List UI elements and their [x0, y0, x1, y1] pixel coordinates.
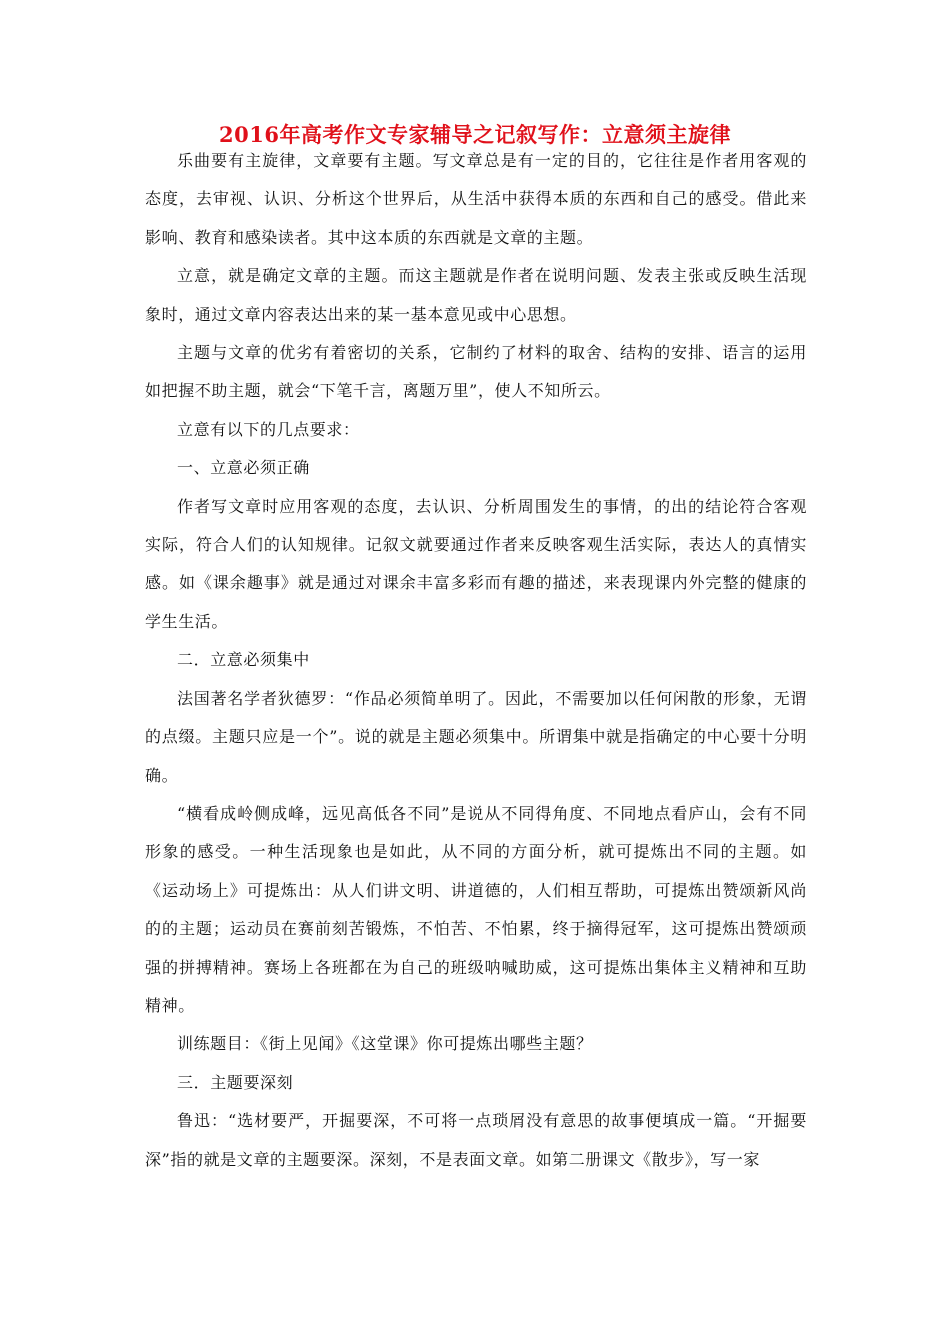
- paragraph-deep: 鲁迅：“选材要严，开掘要深，不可将一点琐屑没有意思的故事便填成一篇。“开掘要深”指的就是文章的主题要深。深刻，不是表面文章。如第二册课文《散步》，写一家: [145, 1111, 807, 1169]
- paragraph-intro: 乐曲要有主旋律，文章要有主题。写文章总是有一定的目的，它往往是作者用客观的态度，去审视、认识、分析这个世界后，从生活中获得本质的东西和自己的感受。借此来影响、教育和感染读者。其中这本质的东西就是文章的主题。: [145, 151, 807, 247]
- paragraph-importance: 主题与文章的优劣有着密切的关系，它制约了材料的取舍、结构的安排、语言的运用如把握不助主题，就会“下笔千言，离题万里”，使人不知所云。: [145, 343, 807, 401]
- paragraph-focused-quote: 法国著名学者狄德罗：“作品必须简单明了。因此，不需要加以任何闲散的形象，无谓的点缀。主题只应是一个”。说的就是主题必须集中。所谓集中就是指确定的中心要十分明确。: [145, 688, 807, 785]
- document-body: [145, 142, 807, 1179]
- section-heading-deep: 三．主题要深刻: [177, 1072, 294, 1092]
- paragraph-definition: 立意，就是确定文章的主题。而这主题就是作者在说明问题、发表主张或反映生活现象时，通过文章内容表达出来的某一基本意见或中心思想。: [145, 266, 807, 324]
- section-heading-focused: 二．立意必须集中: [177, 650, 310, 670]
- section-heading-correct: 一、立意必须正确: [177, 458, 310, 478]
- document-title: 2016年高考作文专家辅导之记叙写作：立意须主旋律: [219, 122, 731, 147]
- paragraph-requirements-lead: 立意有以下的几点要求：: [177, 419, 360, 439]
- paragraph-focused-example: “横看成岭侧成峰，远见高低各不同”是说从不同得角度、不同地点看庐山，会有不同形象的感受。一种生活现象也是如此，从不同的方面分析，就可提炼出不同的主题。如《运动场上》可提炼出：从人们讲文明、讲道德的，人们相互帮助，可提炼出赞颂新风尚的的主题；运动员在赛前刻苦锻炼，不怕苦、不怕累，终于摘得冠军，这可提炼出赞颂顽强的拼搏精神。赛场上各班都在为自己的班级呐喊助威，这可提炼出集体主义精神和互助精神。: [145, 803, 807, 1015]
- paragraph-correct: 作者写文章时应用客观的态度，去认识、分析周围发生的事情，的出的结论符合客观实际，符合人们的认知规律。记叙文就要通过作者来反映客观生活实际，表达人的真情实感。如《课余趣事》就是通过对课余丰富多彩而有趣的描述，来表现课内外完整的健康的学生生活。: [145, 496, 807, 631]
- paragraph-exercise: 训练题目：《街上见闻》《这堂课》你可提炼出哪些主题？: [177, 1034, 593, 1054]
